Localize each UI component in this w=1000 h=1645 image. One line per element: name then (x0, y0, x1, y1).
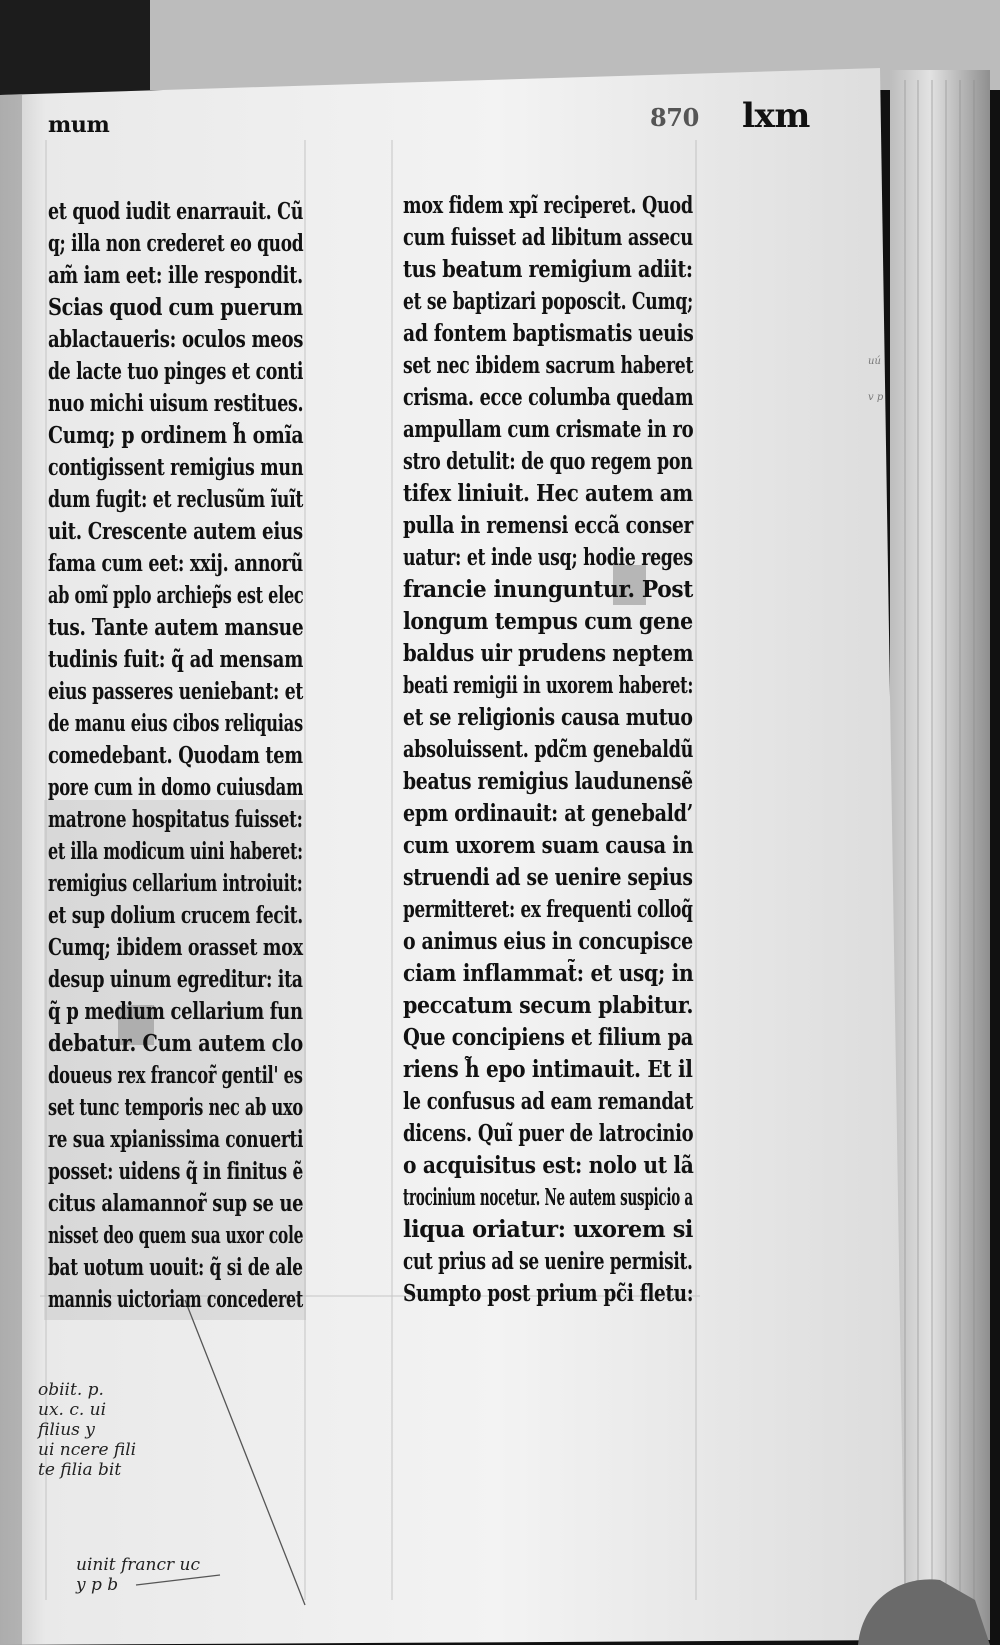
manuscript-line: o acquisitus est: nolo ut lã (403, 1152, 694, 1179)
manuscript-line: desup uinum egreditur: ita (48, 966, 303, 993)
manuscript-line: ab omĩ pplo archiep̃s est elec (48, 582, 304, 609)
manuscript-line: struendi ad se uenire sepius (403, 864, 693, 891)
manuscript-line: beatus remigius laudunensẽ (403, 768, 693, 795)
manuscript-line: beati remigii in uxorem haberet: (403, 672, 694, 699)
manuscript-line: tus beatum remigium adiit: (403, 256, 693, 283)
manuscript-line: dicens. Quĩ puer de latrocinio (403, 1120, 694, 1147)
manuscript-line: matrone hospitatus fuisset: (48, 806, 303, 833)
manuscript-line: ablactaueris: oculos meos (48, 326, 304, 353)
marginal-note-line: te filia bit (38, 1460, 122, 1480)
manuscript-line: re sua xpianissima conuerti (48, 1126, 304, 1153)
manuscript-line: Cumq; ibidem orasset mox (48, 934, 303, 961)
manuscript-line: Sumpto post prium pc̃i fletu: (403, 1280, 694, 1307)
manuscript-line: cum fuisset ad libitum assecu (403, 224, 693, 251)
manuscript-line: et quod iudit enarrauit. Cũ (48, 198, 304, 225)
manuscript-line: riens h̃ epo intimauit. Et il (403, 1056, 693, 1083)
manuscript-line: mox fidem xpĩ reciperet. Quod (403, 192, 693, 219)
manuscript-line: ampullam cum crismate in ro (403, 416, 694, 443)
manuscript-line: q̃ p medium cellarium fun (48, 998, 303, 1025)
manuscript-line: francie inunguntur. Post (403, 576, 693, 603)
manuscript-line: q; illa non crederet eo quod (48, 230, 304, 257)
manuscript-line: de lacte tuo pinges et conti (48, 358, 304, 385)
manuscript-line: mannis uictoriam concederet (48, 1286, 303, 1313)
running-header-right: lxm (742, 96, 810, 136)
manuscript-line: set nec ibidem sacrum haberet (403, 352, 694, 379)
manuscript-line: debatur. Cum autem clo (48, 1030, 303, 1057)
manuscript-line: uit. Crescente autem eius (48, 518, 303, 545)
manuscript-line: et se religionis causa mutuo (403, 704, 693, 731)
manuscript-line: nuo michi uisum restitues. (48, 390, 304, 417)
manuscript-line: et sup dolium crucem fecit. (48, 902, 303, 929)
margin-note-bottom (76, 1555, 200, 1595)
manuscript-line: le confusus ad eam remandat (403, 1088, 694, 1115)
manuscript-line: fama cum eet: xxij. annorũ (48, 550, 303, 577)
manuscript-line: tudinis fuit: q̃ ad mensam (48, 646, 304, 673)
manuscript-line: stro detulit: de quo regem pon (403, 448, 693, 475)
manuscript-line: tus. Tante autem mansue (48, 614, 304, 641)
scanner-top-dark (0, 0, 150, 95)
running-header-left: mum (48, 112, 110, 138)
manuscript-line: liqua oriatur: uxorem si (403, 1216, 694, 1243)
manuscript-line: longum tempus cum gene (403, 608, 693, 635)
marginal-note-line: ui ncere fili (38, 1440, 137, 1460)
marginal-note-line: ux. c. ui (38, 1400, 107, 1420)
folio-number: 870 (650, 103, 699, 132)
manuscript-line: uatur: et inde usq; hodie reges (403, 544, 693, 571)
manuscript-line: Scias quod cum puerum (48, 294, 303, 321)
manuscript-line: crisma. ecce columba quedam (403, 384, 694, 411)
manuscript-line: set tunc temporis nec ab uxo (48, 1094, 303, 1121)
manuscript-line: peccatum secum plabitur. (403, 992, 694, 1019)
manuscript-line: comedebant. Quodam tem (48, 742, 303, 769)
manuscript-line: permitteret: ex frequenti colloq̃ (403, 896, 693, 923)
margin-note-right-2: v p (868, 392, 884, 403)
manuscript-line: et se baptizari poposcit. Cumq; (403, 288, 694, 315)
manuscript-line: et illa modicum uini haberet: (48, 838, 303, 865)
manuscript-line: ad fontem baptismatis ueuis (403, 320, 694, 347)
manuscript-line: pulla in remensi eccã conser (403, 512, 694, 539)
manuscript-line: doueus rex francor̃ gentil' es (48, 1062, 303, 1089)
manuscript-line: trocinium nocetur. Ne autem suspicio a (403, 1184, 693, 1211)
manuscript-line: Cumq; p ordinem h̃ omĩa (48, 422, 304, 449)
manuscript-line: ciam inflammat̃: et usq; in (403, 960, 694, 987)
manuscript-line: o animus eius in concupisce (403, 928, 693, 955)
manuscript-line: absoluissent. pdc̃m genebaldũ (403, 736, 694, 763)
binding-shadow (0, 94, 22, 1645)
manuscript-line: contigissent remigius mun (48, 454, 304, 481)
manuscript-line: tifex liniuit. Hec autem am (403, 480, 693, 507)
manuscript-line: am̃ iam eet: ille respondit. (48, 262, 303, 289)
margin-note-right-1: uú (868, 356, 881, 367)
manuscript-line: baldus uir prudens neptem (403, 640, 694, 667)
manuscript-line: nisset deo quem sua uxor cole (48, 1222, 304, 1249)
manuscript-line: dum fugit: et reclusũm ĩuĩt (48, 486, 304, 513)
manuscript-line: cut prius ad se uenire permisit. (403, 1248, 693, 1275)
manuscript-line: citus alamannor̃ sup se ue (48, 1190, 304, 1217)
manuscript-line: de manu eius cibos reliquias (48, 710, 303, 737)
manuscript-line: pore cum in domo cuiusdam (48, 774, 304, 801)
manuscript-line: Que concipiens et filium pa (403, 1024, 693, 1051)
manuscript-line: cum uxorem suam causa in (403, 832, 694, 859)
marginal-note-line: obiit. p. (38, 1380, 104, 1400)
manuscript-line: epm ordinauit: at genebald’ (403, 800, 694, 827)
margin-note-left (38, 1380, 136, 1480)
marginal-note-line: filius y (38, 1420, 95, 1440)
marginal-note-line: y p b (76, 1575, 119, 1595)
manuscript-line: eius passeres ueniebant: et (48, 678, 304, 705)
manuscript-line: bat uotum uouit: q̃ si de ale (48, 1254, 303, 1281)
manuscript-line: posset: uidens q̃ in finitus ẽ (48, 1158, 303, 1185)
marginal-note-line: uinit francr uc (76, 1555, 201, 1575)
manuscript-line: remigius cellarium introiuit: (48, 870, 303, 897)
